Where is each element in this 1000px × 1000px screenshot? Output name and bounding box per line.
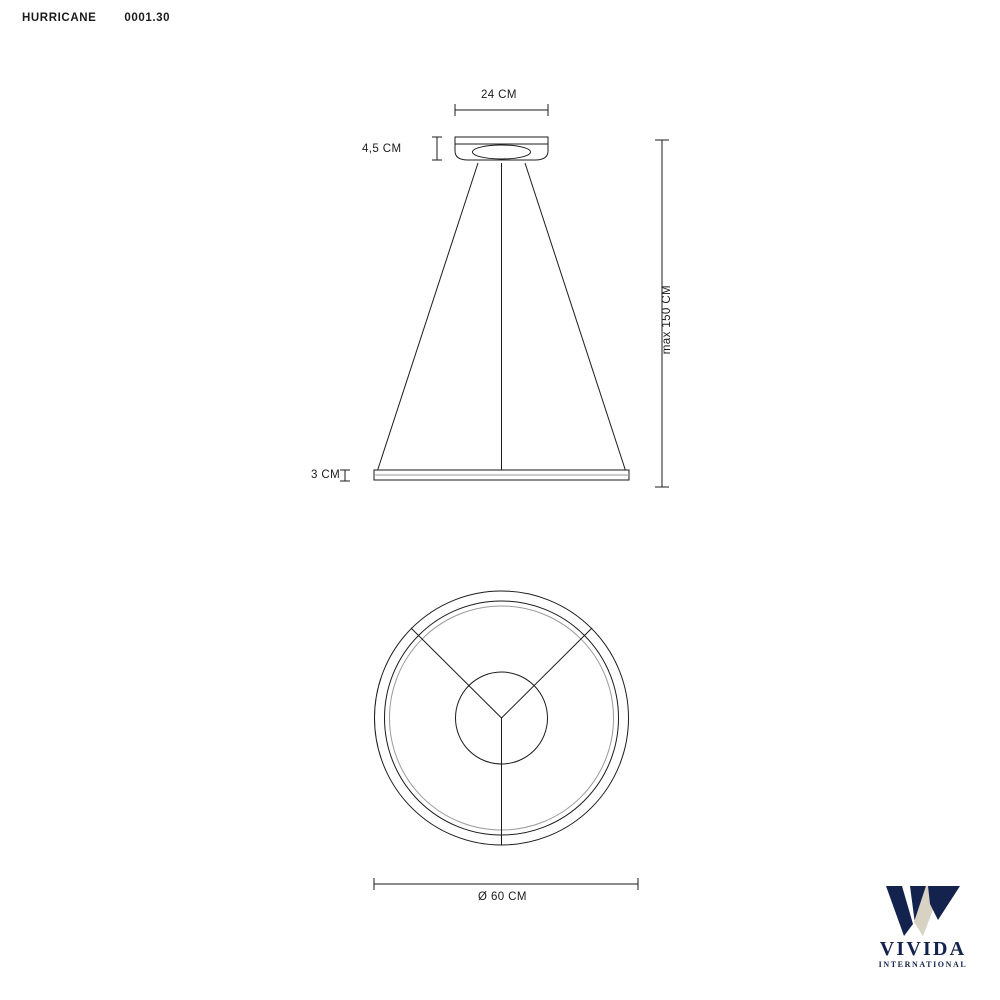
brand-logo bbox=[868, 884, 978, 970]
plan-view bbox=[375, 591, 629, 845]
dimension-label-max-drop: max 150 CM bbox=[661, 285, 673, 355]
dim-tick-3cm bbox=[340, 470, 350, 481]
dim-line-24cm bbox=[455, 104, 548, 116]
product-name: HURRICANE bbox=[22, 12, 97, 24]
dimension-label-canopy-height: 4,5 CM bbox=[362, 143, 402, 155]
brand-wordmark: VIVIDA bbox=[879, 938, 967, 960]
product-code: 0001.30 bbox=[124, 12, 171, 24]
suspension-cables bbox=[377, 163, 626, 472]
vivida-v-mark-icon bbox=[868, 884, 978, 936]
dimension-label-canopy-width: 24 CM bbox=[481, 89, 517, 101]
dim-line-diameter bbox=[374, 878, 638, 890]
canopy bbox=[455, 137, 548, 160]
brand-subtitle: INTERNATIONAL bbox=[878, 960, 968, 969]
dim-tick-45cm bbox=[432, 137, 442, 160]
dimension-label-ring-thickness: 3 CM bbox=[311, 469, 341, 481]
dimension-label-ring-diameter: Ø 60 CM bbox=[478, 891, 527, 903]
ring-edge-view bbox=[374, 470, 629, 480]
